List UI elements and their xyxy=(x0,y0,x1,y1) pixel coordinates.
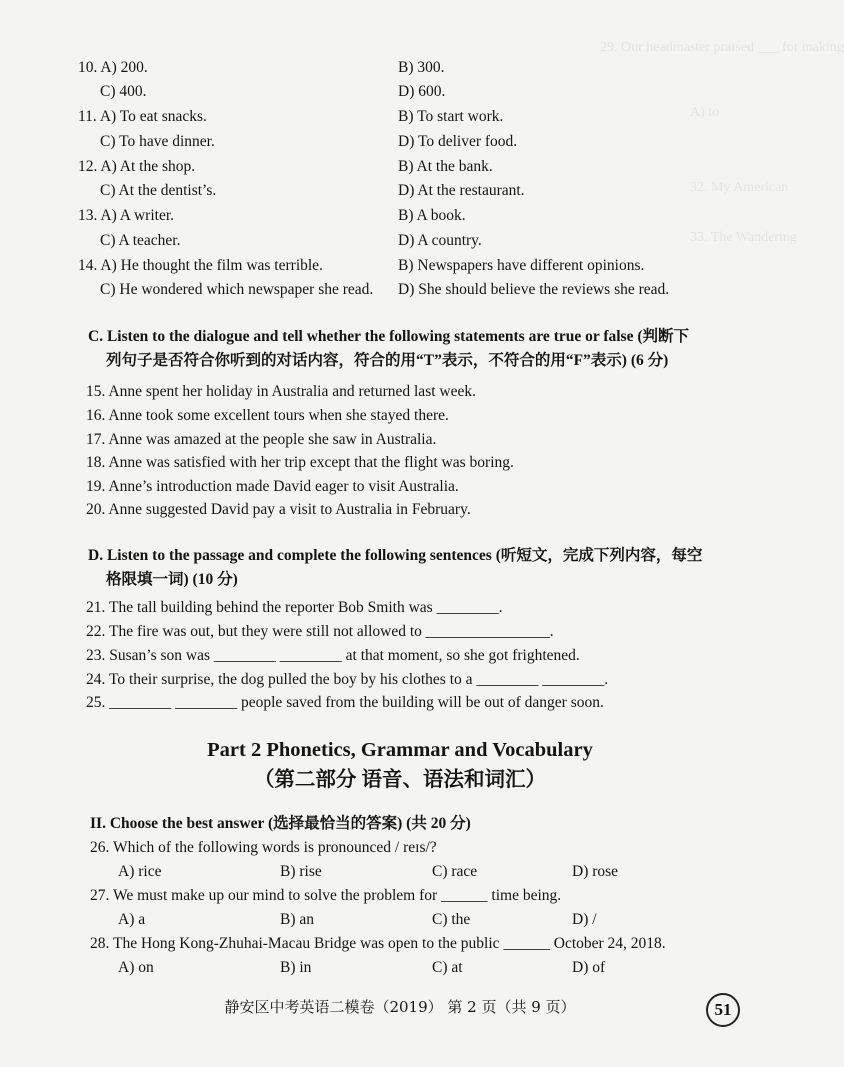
q11-option-c: C) To have dinner. xyxy=(100,133,215,150)
section-c-header-line2: 列句子是否符合你听到的对话内容，符合的用“T”表示，不符合的用“F”表示) (6 分) xyxy=(106,352,669,369)
q13-option-a: 13. A) A writer. xyxy=(78,207,175,224)
fill-blank-22: 22. The fire was out, but they were still not allowed to ________________. xyxy=(86,623,554,640)
section-d-header xyxy=(88,544,740,592)
q26-stem: 26. Which of the following words is pronounced / reɪs/? xyxy=(90,839,437,856)
q27-stem: 27. We must make up our mind to solve the problem for ______ time being. xyxy=(90,887,562,904)
fill-blank-23: 23. Susan’s son was ________ ________ at that moment, so she got frightened. xyxy=(86,647,580,664)
q28-option-c: C) at xyxy=(432,959,463,976)
statement-20: 20. Anne suggested David pay a visit to Australia in February. xyxy=(86,501,471,518)
statement-17: 17. Anne was amazed at the people she saw in Australia. xyxy=(86,431,437,448)
q14-option-a: 14. A) He thought the film was terrible. xyxy=(78,257,323,274)
q27-option-a: A) a xyxy=(118,911,146,928)
page-number-badge: 51 xyxy=(706,993,740,1027)
q26-option-b: B) rise xyxy=(280,863,322,880)
bleed-through-text: 32. My American xyxy=(690,180,789,195)
section-c-header-line1: C. Listen to the dialogue and tell whether the following statements are true or false (判断下 xyxy=(88,328,689,345)
q14-option-c: C) He wondered which newspaper she read. xyxy=(100,281,374,298)
section-ii-header: II. Choose the best answer (选择最恰当的答案) (共 20 分) xyxy=(90,815,471,832)
q27-option-c: C) the xyxy=(432,911,471,928)
statement-19: 19. Anne’s introduction made David eager to visit Australia. xyxy=(86,478,459,495)
statement-16: 16. Anne took some excellent tours when she stayed there. xyxy=(86,407,449,424)
q12-option-b: B) At the bank. xyxy=(398,158,493,175)
q11-option-d: D) To deliver food. xyxy=(398,133,518,150)
q10-option-a: 10. A) 200. xyxy=(78,59,148,76)
q28-option-b: B) in xyxy=(280,959,312,976)
statement-18: 18. Anne was satisfied with her trip except that the flight was boring. xyxy=(86,454,514,471)
fill-blank-24: 24. To their surprise, the dog pulled the boy by his clothes to a ________ ________. xyxy=(86,671,609,688)
q11-option-a: 11. A) To eat snacks. xyxy=(78,108,207,125)
q13-option-c: C) A teacher. xyxy=(100,232,181,249)
q26-option-a: A) rice xyxy=(118,863,162,880)
section-d-header-line1: D. Listen to the passage and complete the following sentences (听短文，完成下列内容，每空 xyxy=(88,547,703,564)
q12-option-a: 12. A) At the shop. xyxy=(78,158,196,175)
bleed-through-text: A) to xyxy=(690,105,720,120)
q28-stem: 28. The Hong Kong-Zhuhai-Macau Bridge was open to the public ______ October 24, 2018. xyxy=(90,935,666,952)
q12-option-c: C) At the dentist’s. xyxy=(100,182,217,199)
q10-option-c: C) 400. xyxy=(100,83,147,100)
part-2-subtitle: （第二部分 语音、语法和词汇） xyxy=(253,769,547,791)
q28-option-a: A) on xyxy=(118,959,154,976)
q26-option-d: D) rose xyxy=(572,863,619,880)
fill-blank-21: 21. The tall building behind the reporter Bob Smith was ________. xyxy=(86,599,503,616)
q12-option-d: D) At the restaurant. xyxy=(398,182,525,199)
q14-option-b: B) Newspapers have different opinions. xyxy=(398,257,645,274)
q28-option-d: D) of xyxy=(572,959,606,976)
statement-15: 15. Anne spent her holiday in Australia and returned last week. xyxy=(86,383,476,400)
q13-option-d: D) A country. xyxy=(398,232,482,249)
q27-option-d: D) / xyxy=(572,911,597,928)
q14-option-d: D) She should believe the reviews she read. xyxy=(398,281,670,298)
part-2-title: Part 2 Phonetics, Grammar and Vocabulary xyxy=(207,739,593,761)
q10-option-b: B) 300. xyxy=(398,59,445,76)
section-c-header xyxy=(88,325,740,373)
q13-option-b: B) A book. xyxy=(398,207,466,224)
q26-option-c: C) race xyxy=(432,863,478,880)
q27-option-b: B) an xyxy=(280,911,315,928)
q11-option-b: B) To start work. xyxy=(398,108,504,125)
q10-option-d: D) 600. xyxy=(398,83,446,100)
bleed-through-text: 33. The Wandering xyxy=(690,230,797,245)
section-d-header-line2: 格限填一词) (10 分) xyxy=(106,571,238,588)
bleed-through-text: 29. Our headmaster praised ___ for making xyxy=(600,40,844,55)
fill-blank-25: 25. ________ ________ people saved from the building will be out of danger soon. xyxy=(86,694,604,711)
page-footer: 静安区中考英语二模卷（2019） 第 2 页（共 9 页） xyxy=(224,998,576,1016)
